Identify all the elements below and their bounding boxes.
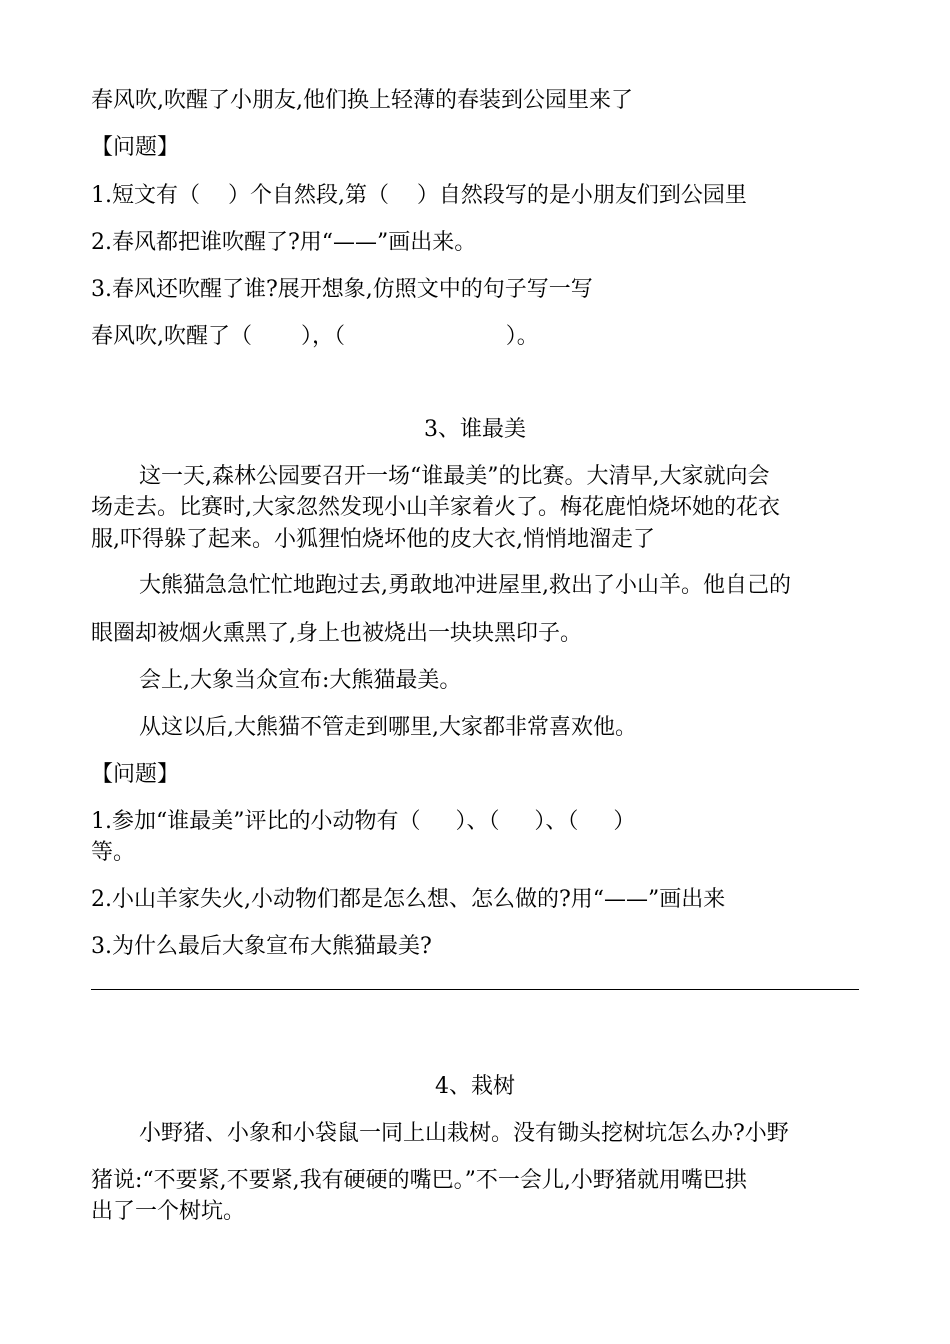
- question-1: 1.短文有（ ）个自然段,第（ ）自然段写的是小朋友们到公园里: [91, 183, 747, 208]
- passage-line: 猪说:“不要紧,不要紧,我有硬硬的嘴巴。”不一会儿,小野猪就用嘴巴拱: [91, 1168, 747, 1193]
- passage-line: 出了一个树坑。: [91, 1199, 246, 1224]
- passage-line: 小野猪、小象和小袋鼠一同上山栽树。没有锄头挖树坑怎么办?小野: [139, 1121, 789, 1146]
- question-2: 2.春风都把谁吹醒了?用“——”画出来。: [91, 230, 477, 255]
- passage-line: 这一天,森林公园要召开一场“谁最美”的比赛。大清早,大家就向会: [139, 464, 770, 489]
- section-title: 3、谁最美: [424, 417, 526, 442]
- questions-header: 【问题】: [91, 762, 180, 787]
- section-title: 4、栽树: [435, 1074, 515, 1099]
- passage-line: 服,吓得躲了起来。小狐狸怕烧坏他的皮大衣,悄悄地溜走了: [91, 527, 655, 552]
- question-1: 1.参加“谁最美”评比的小动物有（ ）、（ ）、（ ）: [91, 809, 636, 834]
- passage-line: 会上,大象当众宣布:大熊猫最美。: [139, 668, 462, 693]
- passage-line: 场走去。比赛时,大家忽然发现小山羊家着火了。梅花鹿怕烧坏她的花衣: [91, 495, 780, 520]
- passage-line: 从这以后,大熊猫不管走到哪里,大家都非常喜欢他。: [139, 715, 637, 740]
- answer-template: 春风吹,吹醒了（ ），（ ）。: [91, 324, 539, 349]
- passage-line: 眼圈却被烟火熏黑了,身上也被烧出一块块黑印子。: [91, 621, 582, 646]
- question-3: 3.为什么最后大象宣布大熊猫最美?: [91, 934, 432, 959]
- passage-line: 大熊猫急急忙忙地跑过去,勇敢地冲进屋里,救出了小山羊。他自己的: [139, 573, 791, 598]
- question-3: 3.春风还吹醒了谁?展开想象,仿照文中的句子写一写: [91, 277, 593, 302]
- question-2: 2.小山羊家失火,小动物们都是怎么想、怎么做的?用“——”画出来: [91, 887, 726, 912]
- questions-header: 【问题】: [91, 135, 180, 160]
- answer-line: [91, 973, 859, 1003]
- question-1-continued: 等。: [91, 840, 136, 865]
- passage-line: 春风吹,吹醒了小朋友,他们换上轻薄的春装到公园里来了: [91, 88, 633, 113]
